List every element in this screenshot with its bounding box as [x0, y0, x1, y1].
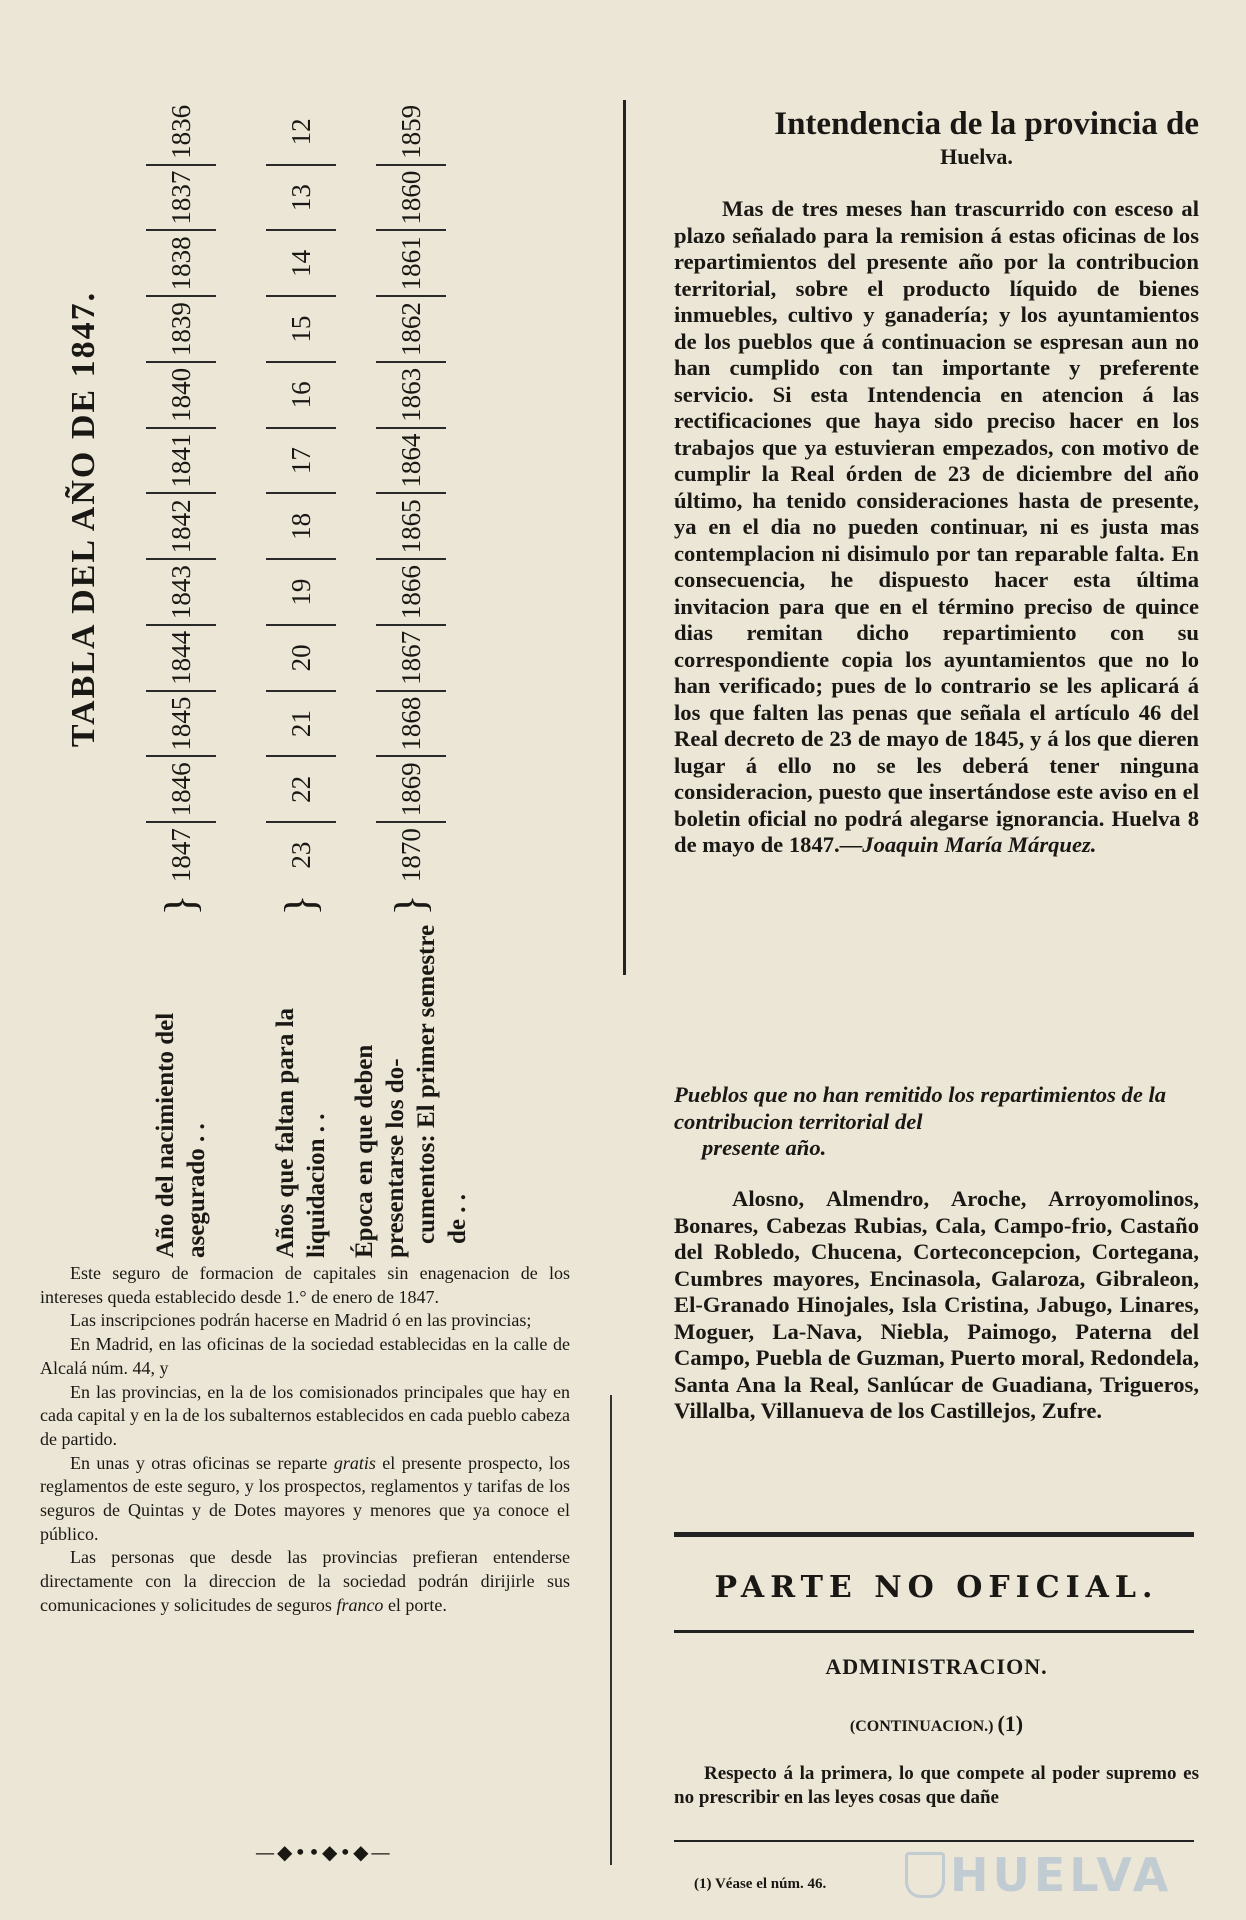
text-run: el presente prospecto, los reglamentos de este seguro, y los prospectos, reglamentos y tarifas de los seguros de Quintas y de Dotes mayores y menores que ya conoce el público. — [40, 1452, 570, 1544]
table-cell: 1865 — [376, 495, 446, 561]
row-label: Año del nacimiento del asegurado . . — [152, 1012, 210, 1258]
table-cell: 1864 — [376, 429, 446, 495]
divider — [674, 1840, 1194, 1842]
brace: } — [386, 894, 435, 916]
rotated-table — [58, 100, 548, 1268]
paragraph: Este seguro de formacion de capitales sin enagenacion de los intereses queda establecido desde 1.° de enero de 1847. — [40, 1263, 570, 1307]
table-cell: 1839 — [146, 297, 216, 363]
brace: } — [276, 894, 325, 916]
section-heading: ADMINISTRACION. — [825, 1654, 1048, 1679]
table-cell: 22 — [266, 758, 336, 824]
table-cell: 1868 — [376, 692, 446, 758]
table-cell: 18 — [266, 495, 336, 561]
table-cell: 1846 — [146, 758, 216, 824]
table-cell: 21 — [266, 692, 336, 758]
table-cell: 1866 — [376, 560, 446, 626]
ornament: —◆••◆•◆— — [255, 1840, 393, 1864]
table-cell: 1863 — [376, 363, 446, 429]
heading-line: Pueblos que no han remitido los repartimientos de la contribucion territorial del — [674, 1082, 1167, 1134]
table-cell: 1860 — [376, 166, 446, 232]
table-cell: 20 — [266, 626, 336, 692]
table-row-years-left — [266, 100, 336, 1268]
table-cell: 1845 — [146, 692, 216, 758]
table-cell: 15 — [266, 297, 336, 363]
table-row-semester — [351, 100, 471, 1268]
divider — [674, 1630, 1194, 1633]
paragraph — [40, 1452, 570, 1547]
section-title: PARTE NO OFICIAL. — [714, 1570, 1159, 1605]
table-cell: 16 — [266, 363, 336, 429]
paragraph: Alosno, Almendro, Aroche, Arroyomolinos, Bonares, Cabezas Rubias, Cala, Campo-frio, Castaño del Robledo, Chucena, Corteconcepcion, Cortegana, Cumbres mayores, Encinasola, Galaroza, Gibraleon, El-Granado Hinojales, Isla Cristina, Jabugo, Linares, Moguer, La-Nava, Niebla, Paimogo, Paterna del Campo, Puebla de Guzman, Puerto moral, Redondela, Santa Ana la Real, Sanlúcar de Guadiana, Trigueros, Villalba, Villanueva de los Castillejos, Zufre. — [674, 1186, 1199, 1423]
signature: Joaquin María Márquez. — [862, 832, 1097, 857]
paragraph: En las provincias, en la de los comisionados principales que hay en cada capital y en la de los subalternos establecidos en cada pueblo cabeza de partido. — [40, 1381, 570, 1449]
towns-heading — [674, 1082, 1199, 1162]
row-label-line: cumentos: El primer semestre de . . — [413, 924, 471, 1244]
continuation-text: (CONTINUACION.) — [849, 1718, 994, 1735]
admin-body — [674, 1762, 1199, 1810]
table-cell: 13 — [266, 166, 336, 232]
table-cell: 1843 — [146, 560, 216, 626]
table-cell: 14 — [266, 232, 336, 298]
table-cell: 1867 — [376, 626, 446, 692]
paragraph: Respecto á la primera, lo que compete al poder supremo es no prescribir en las leyes cosas que dañe — [674, 1763, 1199, 1808]
watermark: HUELVA — [950, 1848, 1173, 1902]
italic-run: gratis — [333, 1452, 376, 1473]
row-label-line: Época en que deben presentarse los do- — [351, 1044, 409, 1258]
table-cell: 1840 — [146, 363, 216, 429]
towns-list — [674, 1186, 1199, 1425]
column-divider-lower — [610, 1395, 612, 1865]
table-cell: 1861 — [376, 232, 446, 298]
row-label — [349, 923, 473, 1268]
row-label: Años que faltan para la liquidacion . . — [272, 1007, 330, 1258]
footnote: (1) Véase el núm. 46. — [694, 1876, 827, 1892]
text-run: el porte. — [387, 1594, 447, 1615]
table-cell: 1847 — [165, 828, 196, 883]
italic-run: franco — [336, 1594, 384, 1615]
table-cell: 1836 — [146, 100, 216, 166]
table-cell: 23 — [285, 841, 316, 869]
table-cell: 1862 — [376, 297, 446, 363]
text-run: Mas de tres meses han trascurrido con esceso al plazo señalado para la remision á estas oficinas de los repartimientos del presente año por la contribucion territorial, sobre el producto líquido de bienes inmuebles, cultivo y ganadería; y los ayuntamientos de los pueblos que á continuacion se espresan aun no han cumplido con tan importante y preferente servicio. Si esta Intendencia en atencion á las rectificaciones que haya sido preciso hacer en los trabajos que ya estuvieran empezados, con motivo de cumplir la Real órden de 23 de diciembre del año último, ha tenido consideraciones hasta de presente, ya en el dia no pueden continuar, ni es justa mas contemplacion ni disimulo por tan reparable falta. En consecuencia, he dispuesto hacer esta última invitacion para que en el término preciso de quince dias remitan dicho repartimiento con su correspondiente copia los ayuntamientos que no lo han verificado; pues de lo contrario se les aplicará á los que falten las penas que señala el artículo 46 del Real decreto de 23 de mayo de 1845, y á los que dieren lugar á ello no se les deberá tener ninguna consideracion, puesto que insertándose este aviso en el boletin oficial no podrá alegarse ignorancia. Huelva 8 de mayo de 1847.— — [674, 196, 1199, 857]
paragraph — [40, 1546, 570, 1617]
paragraph — [674, 196, 1199, 859]
brace: } — [156, 894, 205, 916]
table-title: TABLA DEL AÑO DE 1847. — [65, 290, 102, 748]
paragraph: En Madrid, en las oficinas de la sociedad establecidas en la calle de Alcalá núm. 44, y — [40, 1334, 570, 1378]
table-row-birth-year — [146, 100, 216, 1268]
table-cell: 12 — [266, 100, 336, 166]
table-cell: 17 — [266, 429, 336, 495]
table-cell: 1838 — [146, 232, 216, 298]
table-cell: 1870 — [395, 828, 426, 883]
table-cell: 1842 — [146, 495, 216, 561]
table-cell: 1844 — [146, 626, 216, 692]
text-run: Las personas que desde las provincias prefieran entenderse directamente con la direccion de la sociedad podrán dirijirle sus comunicaciones y solicitudes de seguros — [40, 1547, 570, 1615]
table-cell: 19 — [266, 560, 336, 626]
page-subtitle: Huelva. — [940, 144, 1013, 169]
text-run: En unas y otras oficinas se reparte — [70, 1452, 328, 1473]
heading-line: presente año. — [702, 1135, 827, 1160]
continuation-label — [674, 1711, 1199, 1737]
page-title: Intendencia de la provincia de — [774, 106, 1199, 142]
column-divider — [623, 100, 626, 975]
notice-body — [674, 196, 1199, 859]
table-cell: 1837 — [146, 166, 216, 232]
table-cell: 1859 — [376, 100, 446, 166]
shield-icon — [905, 1852, 945, 1898]
footnote-ref: (1) — [997, 1711, 1024, 1736]
table-cell: 1869 — [376, 758, 446, 824]
left-prose — [40, 1262, 570, 1618]
divider — [674, 1532, 1194, 1537]
table-cell: 1841 — [146, 429, 216, 495]
paragraph: Las inscripciones podrán hacerse en Madrid ó en las provincias; — [70, 1310, 532, 1331]
